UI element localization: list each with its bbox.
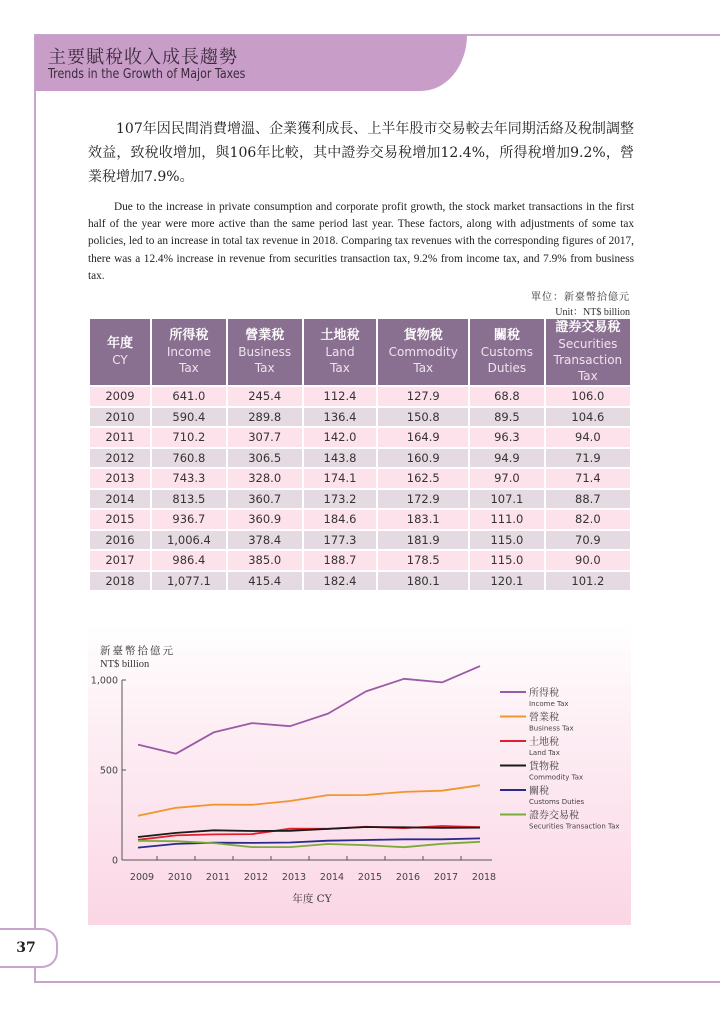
value-cell: 307.7 (227, 427, 303, 448)
value-cell: 90.0 (545, 550, 631, 571)
value-cell: 174.1 (303, 468, 378, 489)
year-cell: 2011 (89, 427, 151, 448)
value-cell: 378.4 (227, 530, 303, 551)
column-header (469, 318, 545, 386)
value-cell: 164.9 (377, 427, 469, 448)
chart-background (88, 625, 631, 925)
value-cell: 82.0 (545, 509, 631, 530)
column-header (545, 318, 631, 386)
value-cell: 590.4 (151, 407, 227, 428)
table-row (89, 571, 631, 592)
value-cell: 184.6 (303, 509, 378, 530)
value-cell: 743.3 (151, 468, 227, 489)
year-cell: 2012 (89, 448, 151, 469)
x-tick-label: 2015 (357, 872, 383, 883)
value-cell: 97.0 (469, 468, 545, 489)
table-row (89, 530, 631, 551)
legend-label-zh: 土地稅 (529, 737, 559, 748)
year-cell: 2015 (89, 509, 151, 530)
column-header-en: Customs (480, 345, 534, 359)
value-cell: 112.4 (303, 386, 378, 407)
value-cell: 115.0 (469, 550, 545, 571)
year-cell: 2014 (89, 489, 151, 510)
value-cell: 385.0 (227, 550, 303, 571)
column-header (377, 318, 469, 386)
value-cell: 360.7 (227, 489, 303, 510)
page-frame-left (34, 34, 36, 982)
table-row (89, 468, 631, 489)
legend-label-en: Business Tax (529, 724, 574, 733)
table-row (89, 489, 631, 510)
year-cell: 2013 (89, 468, 151, 489)
page-number: 37 (16, 940, 36, 956)
value-cell: 1,077.1 (151, 571, 227, 592)
column-header-zh: 貨物稅 (403, 328, 443, 343)
section-title-zh: 主要賦稅收入成長趨勢 (48, 47, 238, 68)
value-cell: 710.2 (151, 427, 227, 448)
column-header-zh: 所得稅 (169, 328, 209, 343)
table-row (89, 427, 631, 448)
x-tick-label: 2011 (205, 872, 231, 883)
value-cell: 101.2 (545, 571, 631, 592)
value-cell: 68.8 (469, 386, 545, 407)
value-cell: 160.9 (377, 448, 469, 469)
column-header-en: Tax (577, 369, 598, 383)
column-header-zh: 營業稅 (245, 328, 285, 343)
value-cell: 115.0 (469, 530, 545, 551)
column-header-en: Income (166, 345, 211, 359)
y-tick-label: 0 (111, 855, 118, 867)
value-cell: 71.9 (545, 448, 631, 469)
column-header-en: Tax (413, 361, 434, 375)
legend-label-zh: 營業稅 (529, 712, 559, 724)
value-cell: 1,006.4 (151, 530, 227, 551)
value-cell: 183.1 (377, 509, 469, 530)
value-cell: 360.9 (227, 509, 303, 530)
value-cell: 96.3 (469, 427, 545, 448)
table-row (89, 407, 631, 428)
value-cell: 106.0 (545, 386, 631, 407)
table-row (89, 448, 631, 469)
column-header (303, 318, 378, 386)
year-cell: 2017 (89, 550, 151, 571)
table-unit-en: Unit：NT$ billion (555, 307, 630, 318)
column-header-en: Transaction (553, 353, 623, 367)
value-cell: 89.5 (469, 407, 545, 428)
column-header (227, 318, 303, 386)
value-cell: 136.4 (303, 407, 378, 428)
section-title-en: Trends in the Growth of Major Taxes (48, 66, 246, 82)
value-cell: 107.1 (469, 489, 545, 510)
value-cell: 120.1 (469, 571, 545, 592)
column-header-en: Commodity (388, 345, 458, 359)
column-header-en: Tax (254, 361, 275, 375)
chart-unit-label-en: NT$ billion (100, 659, 150, 670)
year-cell: 2016 (89, 530, 151, 551)
column-header-zh: 證券交易稅 (555, 320, 621, 335)
paragraph-en: Due to the increase in private consumption and corporate profit growth, the stock market transactions in the first half of the year were more active than the same period last year. These factors, along with adjustments of some tax policies, led to an increase in total tax revenue in 2018. Comparing tax revenues with the corresponding figures of 2017, there was a 12.4% increase in revenue from securities transaction tax, 9.2% from income tax, and 7.9% from business tax. (88, 201, 634, 282)
x-tick-label: 2014 (319, 872, 345, 883)
column-header-zh: 土地稅 (320, 328, 360, 343)
value-cell: 70.9 (545, 530, 631, 551)
legend-label-en: Land Tax (529, 749, 560, 757)
table-header-row (89, 318, 631, 386)
value-cell: 188.7 (303, 550, 378, 571)
x-tick-label: 2018 (471, 872, 497, 883)
tax-revenue-table (88, 317, 632, 592)
chart-unit-label-zh: 新臺幣拾億元 (100, 645, 175, 657)
value-cell: 415.4 (227, 571, 303, 592)
value-cell: 760.8 (151, 448, 227, 469)
paragraph-zh: 107年因民間消費增溫、企業獲利成長、上半年股市交易較去年同期活絡及稅制調整效益，致稅收增加，與106年比較，其中證券交易稅增加12.4%，所得稅增加9.2%，營業稅增加7.9%。 (88, 121, 634, 185)
value-cell: 127.9 (377, 386, 469, 407)
legend-label-zh: 貨物稅 (529, 761, 559, 773)
value-cell: 104.6 (545, 407, 631, 428)
column-header (151, 318, 227, 386)
value-cell: 180.1 (377, 571, 469, 592)
value-cell: 306.5 (227, 448, 303, 469)
x-tick-label: 2016 (395, 872, 421, 883)
legend-label-en: Customs Duties (529, 798, 585, 806)
value-cell: 289.8 (227, 407, 303, 428)
year-cell: 2010 (89, 407, 151, 428)
x-tick-label: 2017 (433, 872, 459, 883)
column-header-en: Business (238, 345, 292, 359)
y-tick-label: 500 (99, 765, 118, 777)
value-cell: 150.8 (377, 407, 469, 428)
table-row (89, 550, 631, 571)
value-cell: 142.0 (303, 427, 378, 448)
table-row (89, 386, 631, 407)
value-cell: 245.4 (227, 386, 303, 407)
value-cell: 173.2 (303, 489, 378, 510)
value-cell: 111.0 (469, 509, 545, 530)
column-header-en: Duties (487, 361, 527, 375)
x-tick-label: 2010 (167, 872, 193, 883)
table-row (89, 509, 631, 530)
legend-label-en: Income Tax (529, 700, 569, 708)
y-tick-label: 1,000 (90, 675, 118, 687)
value-cell: 182.4 (303, 571, 378, 592)
legend-label-en: Securities Transaction Tax (529, 822, 620, 831)
value-cell: 936.7 (151, 509, 227, 530)
column-header-en: Land (325, 345, 355, 359)
column-header-en: Tax (178, 361, 199, 375)
x-tick-label: 2009 (129, 872, 155, 883)
value-cell: 88.7 (545, 489, 631, 510)
x-axis-label: 年度 CY (292, 893, 332, 905)
column-header-en: Securities (558, 337, 618, 351)
column-header-zh: 年度 (106, 336, 133, 351)
value-cell: 178.5 (377, 550, 469, 571)
legend-label-en: Commodity Tax (529, 773, 584, 782)
year-cell: 2009 (89, 386, 151, 407)
column-header-en: Tax (330, 361, 350, 375)
value-cell: 328.0 (227, 468, 303, 489)
value-cell: 143.8 (303, 448, 378, 469)
value-cell: 986.4 (151, 550, 227, 571)
legend-label-zh: 關稅 (529, 786, 549, 797)
x-tick-label: 2012 (243, 872, 269, 883)
year-cell: 2018 (89, 571, 151, 592)
value-cell: 181.9 (377, 530, 469, 551)
value-cell: 177.3 (303, 530, 378, 551)
value-cell: 162.5 (377, 468, 469, 489)
column-header (89, 318, 151, 386)
value-cell: 172.9 (377, 489, 469, 510)
value-cell: 94.9 (469, 448, 545, 469)
page-frame-bottom (34, 981, 720, 983)
legend-label-zh: 證券交易稅 (529, 810, 579, 822)
value-cell: 94.0 (545, 427, 631, 448)
column-header-en: CY (112, 353, 128, 367)
x-tick-label: 2013 (281, 872, 307, 883)
value-cell: 71.4 (545, 468, 631, 489)
value-cell: 813.5 (151, 489, 227, 510)
column-header-zh: 關稅 (493, 328, 520, 343)
table-unit-zh: 單位：新臺幣拾億元 (531, 292, 630, 303)
value-cell: 641.0 (151, 386, 227, 407)
legend-label-zh: 所得稅 (529, 688, 559, 699)
